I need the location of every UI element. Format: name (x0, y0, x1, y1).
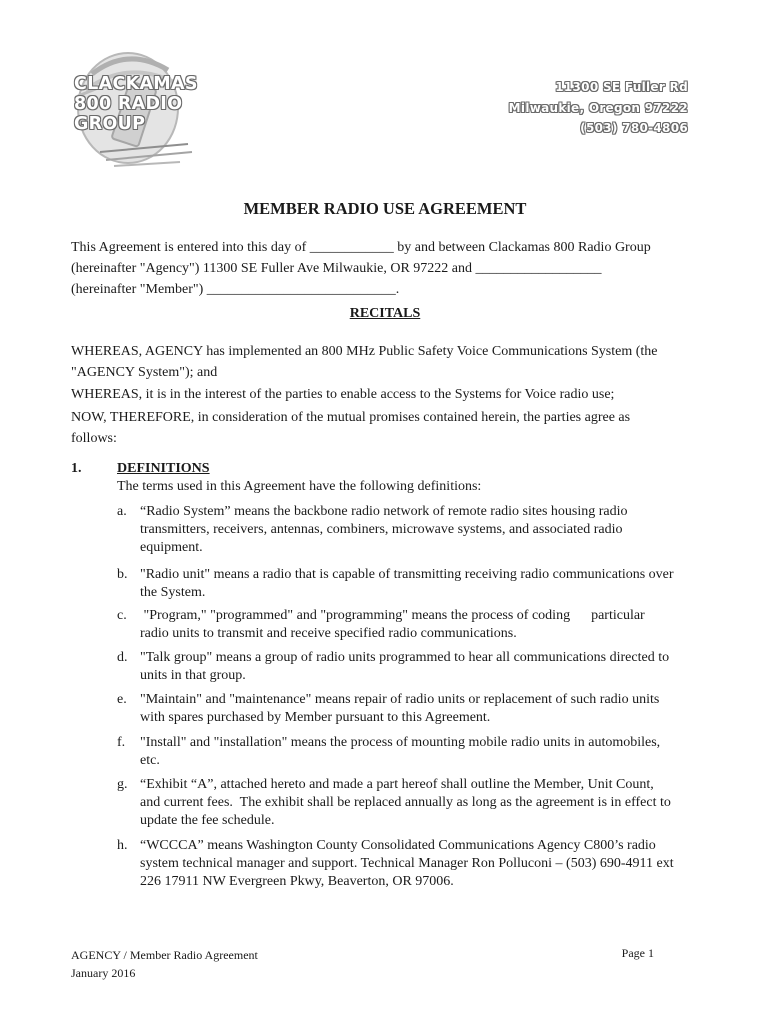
now-therefore-paragraph (71, 407, 711, 449)
footer-document-name: AGENCY / Member Radio Agreement (71, 948, 258, 962)
now-therefore-line: follows: (71, 431, 117, 446)
definition-text (140, 691, 710, 727)
definition-letter: f. (117, 735, 126, 750)
organization-name (74, 74, 198, 134)
definition-line: with spares purchased by Member pursuant to this Agreement. (140, 710, 491, 725)
definition-line: "Program," "programmed" and "programming" means the process of coding particular (140, 608, 645, 623)
definition-line: equipment. (140, 540, 203, 555)
definition-line: transmitters, receivers, antennas, combiners, microwave systems, and associated radio (140, 522, 623, 537)
definition-line: 226 17911 NW Evergreen Pkwy, Beaverton, OR 97006. (140, 874, 454, 889)
definition-line: “Radio System” means the backbone radio network of remote radio sites housing radio (140, 504, 628, 519)
definition-line: units in that group. (140, 668, 246, 683)
whereas-line: WHEREAS, AGENCY has implemented an 800 MHz Public Safety Voice Communications System (the (71, 344, 658, 359)
footer-document-info (71, 946, 258, 982)
definition-text (140, 837, 710, 891)
phone-number: (503) 780-4806 (580, 121, 688, 135)
definition-line: the System. (140, 585, 206, 600)
footer-date: January 2016 (71, 966, 136, 980)
street-address: 11300 SE Fuller Rd (555, 80, 688, 94)
definition-letter: c. (117, 608, 127, 623)
intro-line: (hereinafter "Agency") 11300 SE Fuller Ave Milwaukie, OR 97222 and __________________ (71, 261, 602, 276)
definition-text (140, 503, 710, 557)
whereas-paragraph-2 (71, 384, 711, 405)
definition-line: "Radio unit" means a radio that is capable of transmitting receiving radio communications over (140, 567, 674, 582)
whereas-paragraph-1 (71, 341, 711, 383)
definition-letter: e. (117, 692, 127, 707)
definition-line: system technical manager and support. Technical Manager Ron Polluconi – (503) 690-4911 ext (140, 856, 674, 871)
definition-line: radio units to transmit and receive specified radio communications. (140, 626, 517, 641)
definition-text (140, 776, 710, 830)
whereas-line: WHEREAS, it is in the interest of the parties to enable access to the Systems for Voice radio use; (71, 387, 615, 402)
definition-line: "Maintain" and "maintenance" means repair of radio units or replacement of such radio units (140, 692, 660, 707)
definition-line: “WCCCA” means Washington County Consolidated Communications Agency C800’s radio (140, 838, 656, 853)
definition-text (140, 607, 710, 643)
org-line: GROUP (74, 114, 146, 134)
definition-text (140, 649, 710, 685)
whereas-line: "AGENCY System"); and (71, 365, 218, 380)
section-heading: DEFINITIONS (117, 461, 210, 476)
definition-line: and current fees. The exhibit shall be replaced annually as long as the agreement is in effect to (140, 795, 671, 810)
definition-letter: d. (117, 650, 128, 665)
definition-letter: a. (117, 504, 127, 519)
definition-line: "Install" and "installation" means the process of mounting mobile radio units in automobiles, (140, 735, 661, 750)
org-line: 800 RADIO (74, 94, 183, 114)
definition-line: “Exhibit “A”, attached hereto and made a part hereof shall outline the Member, Unit Count, (140, 777, 654, 792)
definition-line: etc. (140, 753, 160, 768)
city-state-zip: Milwaukie, Oregon 97222 (508, 100, 688, 115)
intro-line: This Agreement is entered into this day of ____________ by and between Clackamas 800 Radio Group (71, 240, 651, 255)
definition-text (140, 734, 710, 770)
definition-letter: h. (117, 838, 128, 853)
definition-letter: b. (117, 567, 128, 582)
definition-line: "Talk group" means a group of radio units programmed to hear all communications directed to (140, 650, 670, 665)
section-number: 1. (71, 461, 82, 476)
recitals-heading: RECITALS (349, 306, 421, 321)
intro-line: (hereinafter "Member") ___________________________. (71, 282, 400, 297)
now-therefore-line: NOW, THEREFORE, in consideration of the mutual promises contained herein, the parties agree as (71, 410, 631, 425)
letterhead-address (509, 77, 688, 139)
document-title: MEMBER RADIO USE AGREEMENT (243, 199, 527, 218)
page-number: Page 1 (621, 946, 654, 960)
definition-letter: g. (117, 777, 128, 792)
definition-text (140, 566, 710, 602)
org-line: CLACKAMAS (74, 74, 198, 94)
definition-line: update the fee schedule. (140, 813, 275, 828)
section-intro: The terms used in this Agreement have the following definitions: (117, 479, 482, 494)
intro-paragraph (71, 237, 711, 300)
